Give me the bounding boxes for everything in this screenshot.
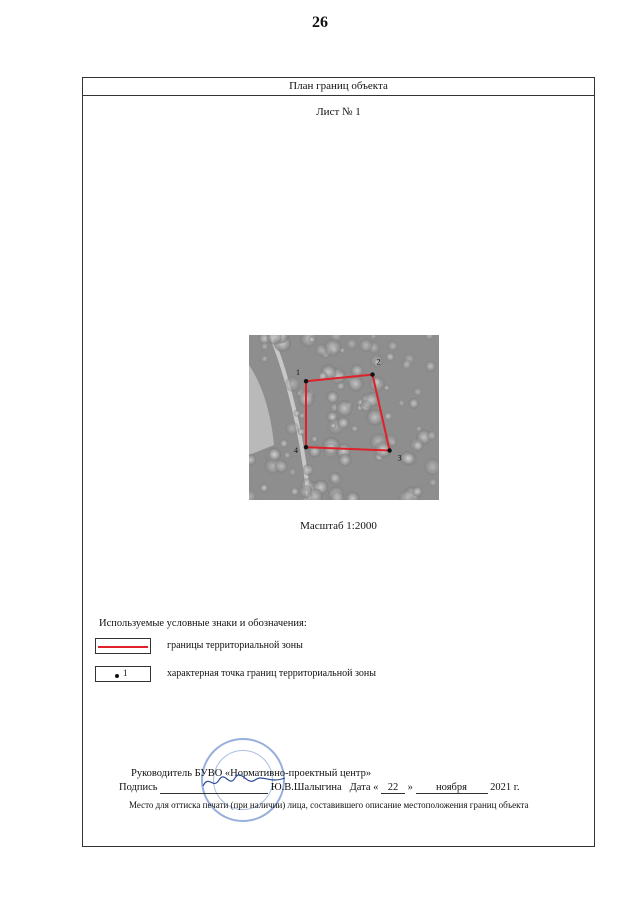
date-day: 22 [381, 782, 405, 794]
date-mid: » [407, 782, 413, 793]
legend-boundary-sample [95, 638, 151, 654]
signatory-title: Руководитель БУВО «Нормативно-проектный центр» [131, 768, 372, 779]
legend-point-label: характерная точка границ территориальной зоны [167, 668, 376, 679]
map-canvas [249, 335, 439, 500]
legend-point-sample [95, 666, 151, 682]
signatory-name: Ю.В.Шалыгина [270, 782, 342, 793]
signature-row [119, 782, 520, 794]
boundary-point-label-2: 2 [376, 357, 381, 367]
signature-prefix: Подпись [119, 782, 158, 793]
legend-boundary-label: границы территориальной зоны [167, 640, 303, 651]
boundary-point-label-1: 1 [296, 368, 300, 378]
document-frame [82, 77, 595, 847]
page-number: 26 [312, 14, 328, 31]
aerial-map [249, 335, 439, 500]
date-year: 2021 г. [490, 782, 520, 793]
boundary-point-2 [370, 372, 374, 376]
legend-title: Используемые условные знаки и обозначения: [99, 618, 307, 629]
map-scale: Масштаб 1:2000 [300, 520, 377, 532]
point-sample-label: 1 [123, 668, 128, 678]
date-prefix: Дата « [349, 782, 379, 793]
boundary-point-3 [387, 448, 391, 452]
point-dot-symbol [115, 674, 119, 678]
frame-title: План границ объекта [83, 78, 594, 96]
boundary-point-label-3: 3 [397, 453, 402, 463]
sheet-label: Лист № 1 [316, 106, 361, 118]
handwritten-signature-icon [199, 772, 289, 792]
boundary-point-4 [304, 445, 308, 449]
boundary-point-label-4: 4 [294, 446, 298, 456]
stamp-place-note: Место для оттиска печати (при наличии) лица, составившего описание местоположения границ объекта [129, 800, 529, 810]
date-month: ноября [416, 782, 488, 794]
red-line-symbol [98, 646, 148, 648]
boundary-point-1 [304, 379, 308, 383]
